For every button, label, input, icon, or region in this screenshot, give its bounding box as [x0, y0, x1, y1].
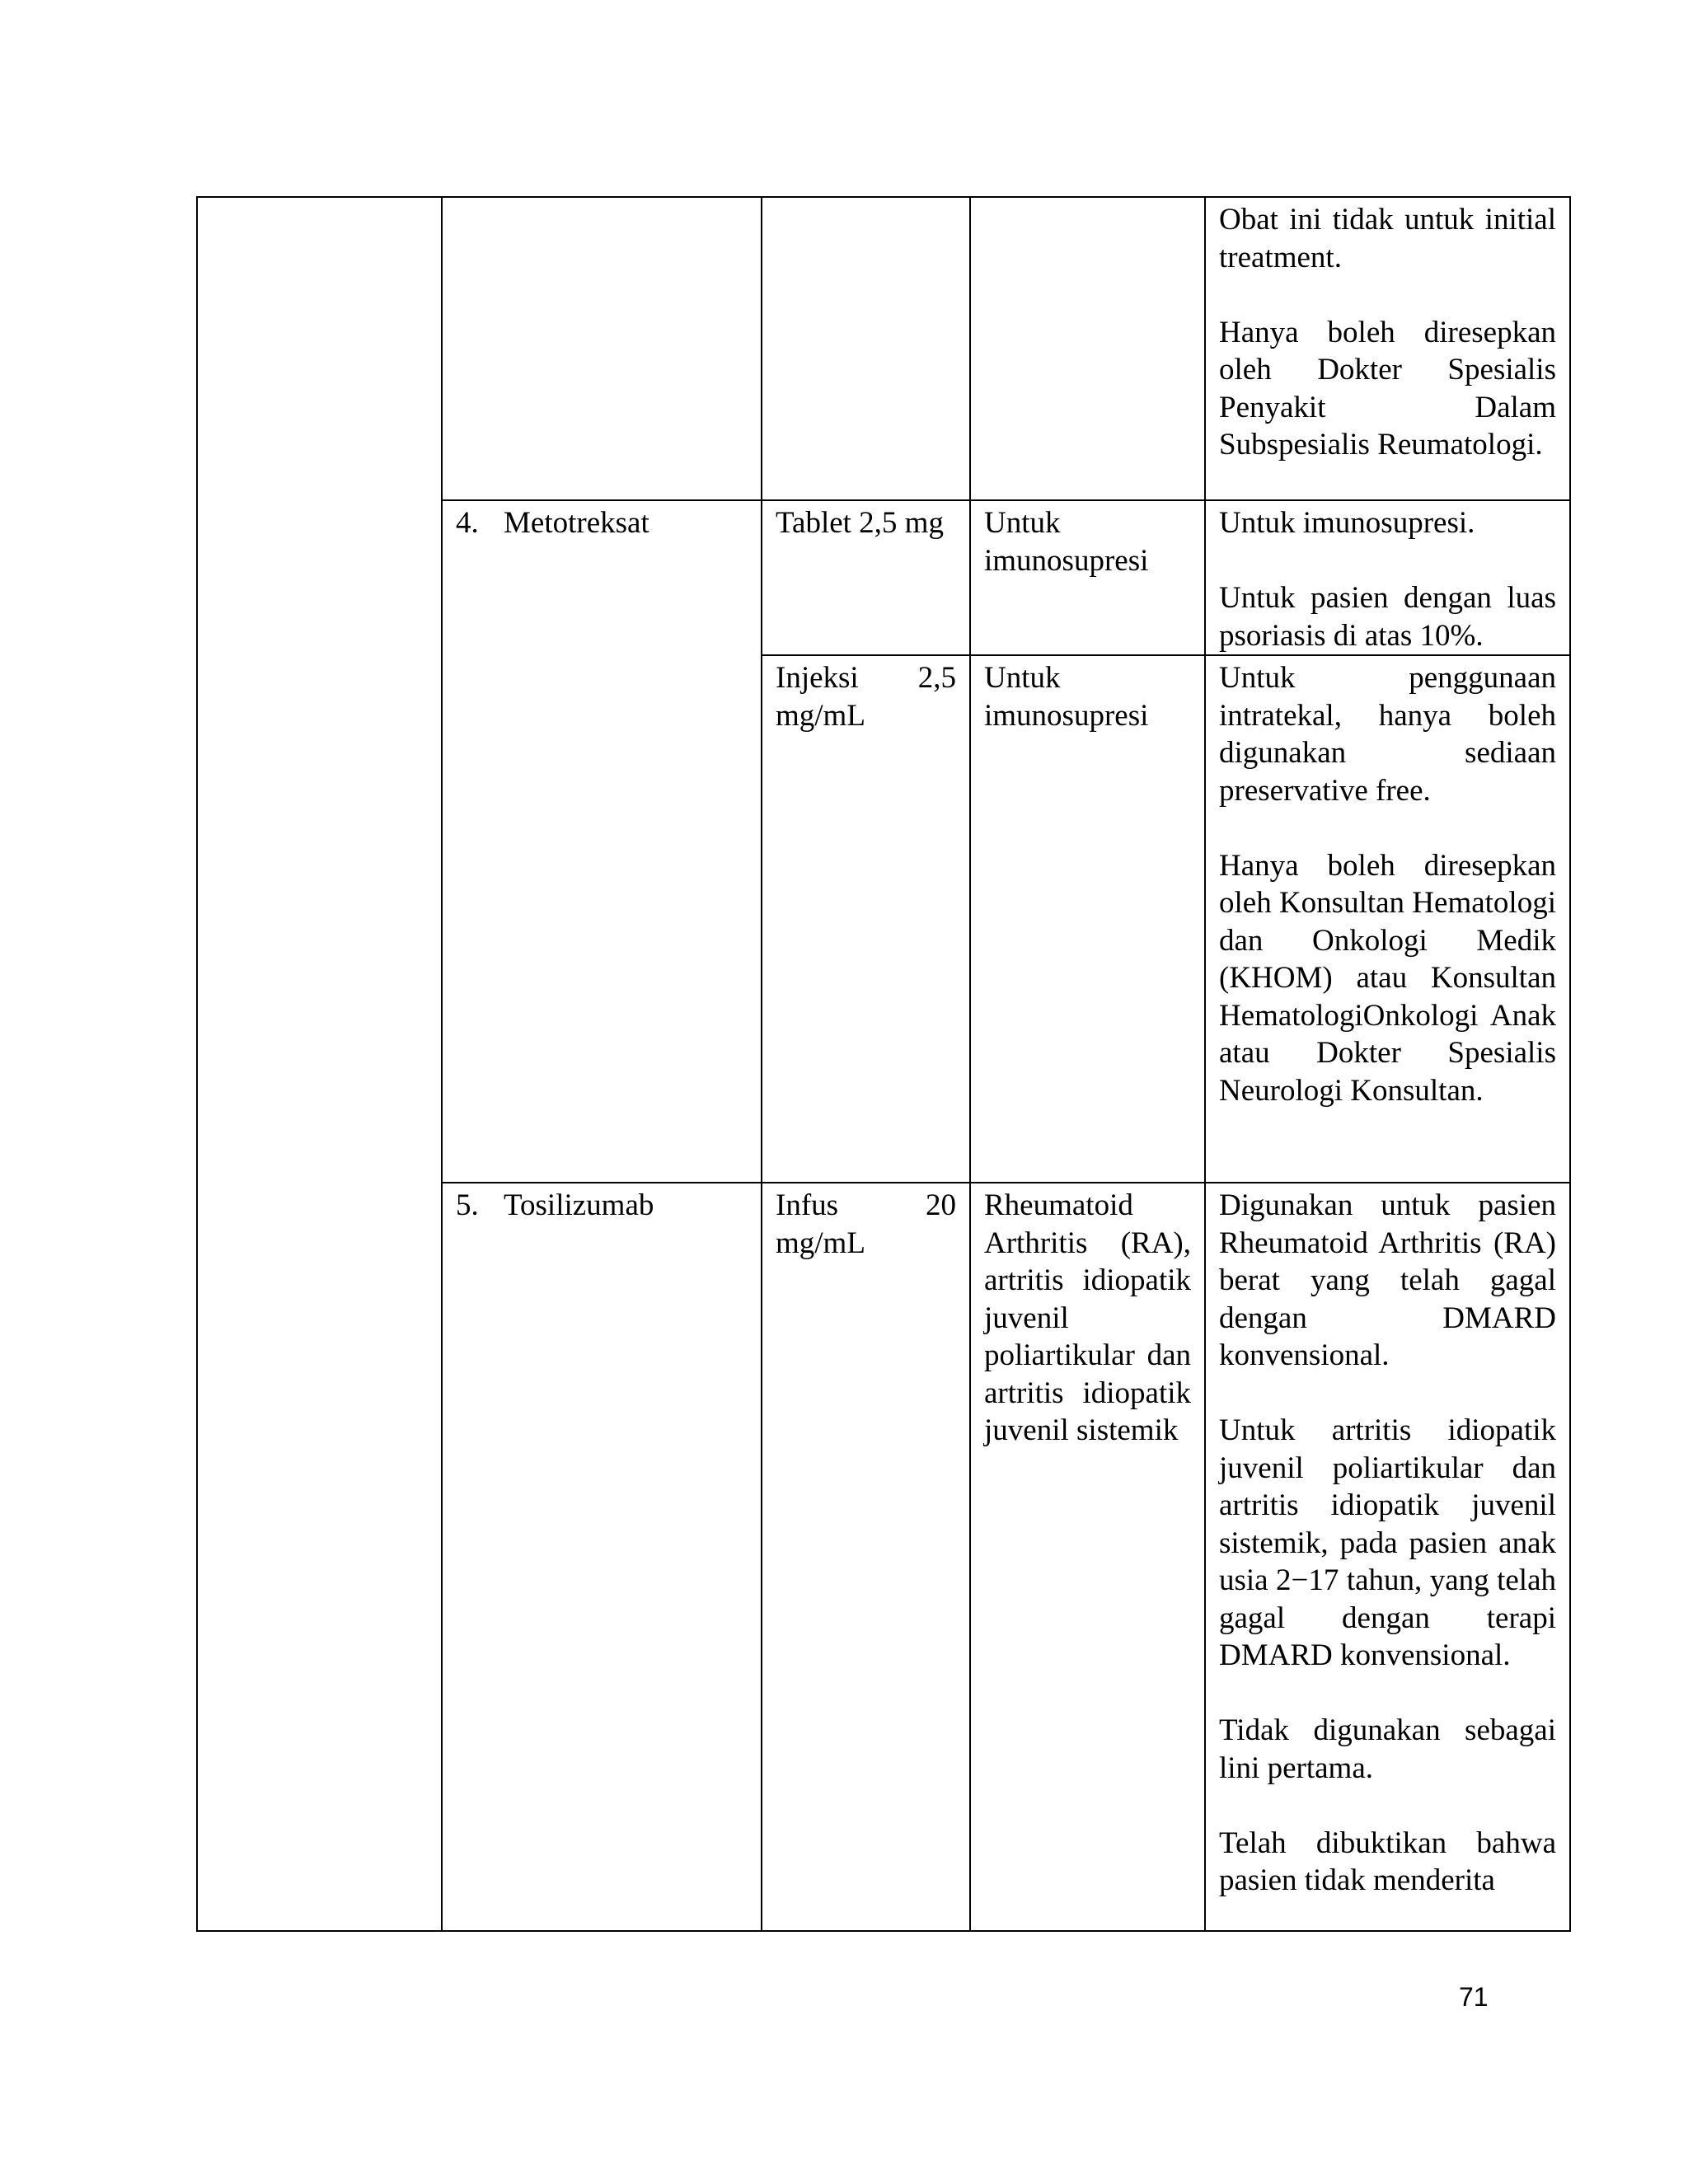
drug-cell — [442, 500, 762, 1183]
form-cell: Injeksi 2,5 mg/mL — [762, 655, 970, 1183]
category-cell — [197, 197, 442, 1931]
indication-cell — [970, 197, 1205, 500]
note-text: Hanya boleh diresepkan oleh Dokter Spesialis Penyakit Dalam Subspesialis Reumatologi. — [1219, 315, 1556, 462]
form-cell — [762, 197, 970, 500]
note-text: Untuk imunosupresi. — [1219, 506, 1475, 540]
notes-cell — [1205, 655, 1570, 1183]
note-text: Untuk penggunaan intratekal, hanya boleh digunakan sediaan preservative free. — [1219, 661, 1556, 808]
formulary-table — [196, 196, 1571, 1932]
indication-cell: Rheumatoid Arthritis (RA), artritis idiopatik juvenil poliartikular dan artritis idiopatik juvenil sistemik — [970, 1183, 1205, 1931]
note-text: Hanya boleh diresepkan oleh Konsultan Hematologi dan Onkologi Medik (KHOM) atau Konsultan HematologiOnkologi Anak atau Dokter Spesialis Neurologi Konsultan. — [1219, 848, 1556, 1108]
drug-cell — [442, 197, 762, 500]
page-number: 71 — [1459, 1982, 1489, 2012]
note-text: Obat ini tidak untuk initial treatment. — [1219, 203, 1556, 274]
drug-name: Tosilizumab — [504, 1188, 654, 1222]
indication-cell: Untuk imunosupresi — [970, 655, 1205, 1183]
drug-cell — [442, 1183, 762, 1931]
notes-cell — [1205, 1183, 1570, 1931]
note-text: Tidak digunakan sebagai lini pertama. — [1219, 1713, 1556, 1785]
form-cell: Infus 20 mg/mL — [762, 1183, 970, 1931]
drug-number: 5. — [456, 1188, 479, 1222]
notes-cell — [1205, 197, 1570, 500]
drug-name: Metotreksat — [504, 506, 649, 540]
note-text: Untuk pasien dengan luas psoriasis di atas 10%. — [1219, 581, 1556, 653]
indication-cell: Untuk imunosupresi — [970, 500, 1205, 655]
note-text: Digunakan untuk pasien Rheumatoid Arthritis (RA) berat yang telah gagal dengan DMARD konvensional. — [1219, 1188, 1556, 1372]
notes-cell — [1205, 500, 1570, 655]
table-row — [197, 197, 1570, 500]
form-cell: Tablet 2,5 mg — [762, 500, 970, 655]
note-text: Telah dibuktikan bahwa pasien tidak menderita — [1219, 1825, 1556, 1897]
drug-number: 4. — [456, 506, 479, 540]
note-text: Untuk artritis idiopatik juvenil poliartikular dan artritis idiopatik juvenil sistemik, pada pasien anak usia 2−17 tahun, yang telah gagal dengan terapi DMARD konvensional. — [1219, 1413, 1556, 1672]
